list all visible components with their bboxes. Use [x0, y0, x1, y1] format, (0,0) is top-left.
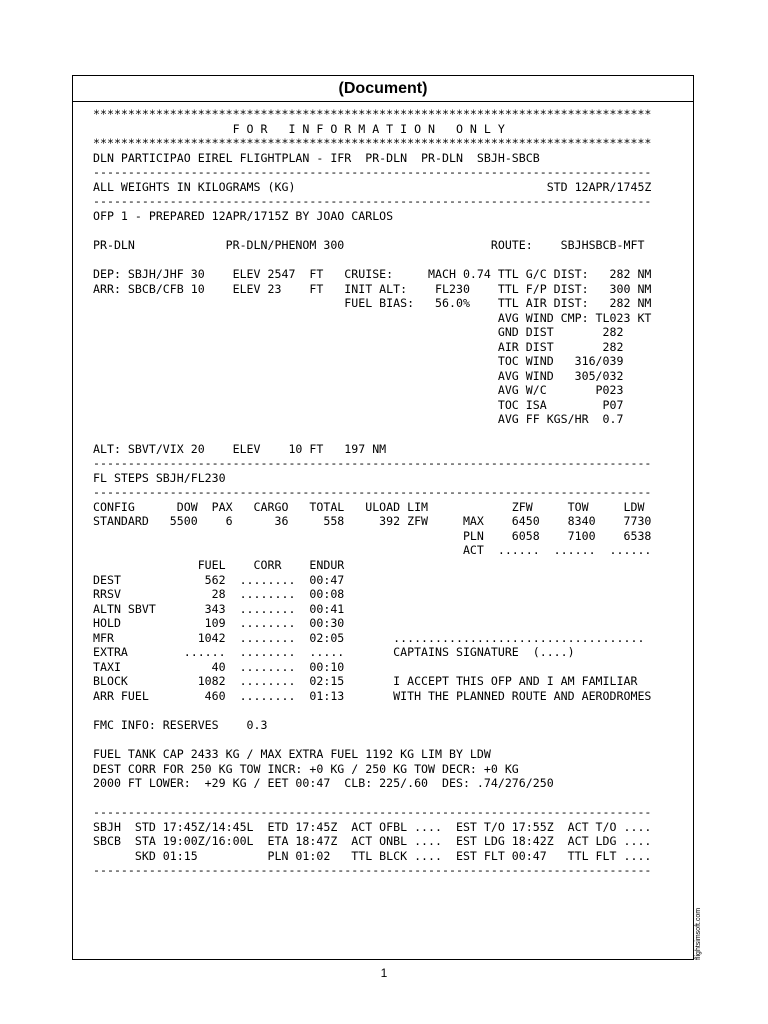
ofp-line: SBJH STD 17:45Z/14:45L ETD 17:45Z ACT OFBL .... EST T/O 17:55Z ACT T/O ....: [93, 819, 652, 834]
ofp-line: AVG W/C P023: [93, 383, 624, 398]
ofp-line: DLN PARTICIPAO EIREL FLIGHTPLAN - IFR PR-DLN PR-DLN SBJH-SBCB: [93, 150, 540, 165]
ofp-line: ********************************************************************************: [93, 136, 652, 151]
ofp-line: SBCB STA 19:00Z/16:00L ETA 18:47Z ACT ONBL .... EST LDG 18:42Z ACT LDG ....: [93, 834, 652, 849]
ofp-line: [93, 223, 675, 238]
ofp-line: PLN 6058 7100 6538: [93, 528, 652, 543]
ofp-line: ********************************************************************************: [93, 107, 652, 121]
document-frame: [72, 75, 694, 960]
ofp-line: FMC INFO: RESERVES 0.3: [93, 717, 268, 732]
ofp-line: ARR: SBCB/CFB 10 ELEV 23 FT INIT ALT: FL230 TTL F/P DIST: 300 NM: [93, 281, 652, 296]
ofp-line: RRSV 28 ........ 00:08: [93, 587, 345, 602]
ofp-line: F O R I N F O R M A T I O N O N L Y: [93, 121, 505, 136]
ofp-line: HOLD 109 ........ 00:30: [93, 616, 345, 631]
ofp-line: GND DIST 282: [93, 325, 624, 340]
ofp-line: DEP: SBJH/JHF 30 ELEV 2547 FT CRUISE: MACH 0.74 TTL G/C DIST: 282 NM: [93, 267, 652, 282]
ofp-line: AVG WIND CMP: TL023 KT: [93, 310, 652, 325]
ofp-line: TOC WIND 316/039: [93, 354, 624, 369]
watermark-text: flightsimsoft.com: [695, 907, 702, 960]
ofp-line: --------------------------------------------------------------------------------: [93, 165, 652, 180]
page-number: 1: [380, 966, 388, 980]
ofp-line: FUEL CORR ENDUR: [93, 557, 345, 572]
ofp-line: --------------------------------------------------------------------------------: [93, 485, 652, 500]
ofp-line: MFR 1042 ........ 02:05 ....................................: [93, 630, 645, 645]
ofp-line: DEST CORR FOR 250 KG TOW INCR: +0 KG / 250 KG TOW DECR: +0 KG: [93, 761, 519, 776]
ofp-line: BLOCK 1082 ........ 02:15 I ACCEPT THIS OFP AND I AM FAMILIAR: [93, 674, 638, 689]
ofp-line: [93, 703, 675, 718]
ofp-line: ALT: SBVT/VIX 20 ELEV 10 FT 197 NM: [93, 441, 387, 456]
ofp-line: DEST 562 ........ 00:47: [93, 572, 345, 587]
ofp-line: AIR DIST 282: [93, 339, 624, 354]
ofp-line: EXTRA ...... ........ ..... CAPTAINS SIGNATURE (....): [93, 645, 575, 660]
ofp-line: ARR FUEL 460 ........ 01:13 WITH THE PLANNED ROUTE AND AERODROMES: [93, 688, 652, 703]
ofp-line: OFP 1 - PREPARED 12APR/1715Z BY JOAO CARLOS: [93, 208, 394, 223]
ofp-line: --------------------------------------------------------------------------------: [93, 863, 652, 878]
ofp-line: FL STEPS SBJH/FL230: [93, 470, 226, 485]
ofp-line: --------------------------------------------------------------------------------: [93, 805, 652, 820]
ofp-line: FUEL TANK CAP 2433 KG / MAX EXTRA FUEL 1192 KG LIM BY LDW: [93, 747, 491, 762]
ofp-line: [93, 252, 675, 267]
ofp-line: TAXI 40 ........ 00:10: [93, 659, 345, 674]
ofp-line: ACT ...... ...... ......: [93, 543, 652, 558]
ofp-line: AVG FF KGS/HR 0.7: [93, 412, 624, 427]
document-title: (Document): [73, 76, 693, 102]
flight-plan-text: [93, 107, 675, 878]
ofp-line: ALL WEIGHTS IN KILOGRAMS (KG) STD 12APR/1745Z: [93, 179, 652, 194]
ofp-line: --------------------------------------------------------------------------------: [93, 456, 652, 471]
ofp-line: CONFIG DOW PAX CARGO TOTAL ULOAD LIM ZFW TOW LDW: [93, 499, 645, 514]
ofp-line: SKD 01:15 PLN 01:02 TTL BLCK .... EST FLT 00:47 TTL FLT ....: [93, 848, 652, 863]
ofp-line: STANDARD 5500 6 36 558 392 ZFW MAX 6450 8340 7730: [93, 514, 652, 529]
ofp-line: TOC ISA P07: [93, 397, 624, 412]
ofp-line: ALTN SBVT 343 ........ 00:41: [93, 601, 345, 616]
ofp-line: [93, 427, 675, 442]
ofp-line: --------------------------------------------------------------------------------: [93, 194, 652, 209]
ofp-line: [93, 733, 675, 748]
ofp-line: FUEL BIAS: 56.0% TTL AIR DIST: 282 NM: [93, 296, 652, 311]
ofp-line: [93, 791, 675, 806]
ofp-line: AVG WIND 305/032: [93, 368, 624, 383]
ofp-line: PR-DLN PR-DLN/PHENOM 300 ROUTE: SBJHSBCB-MFT: [93, 237, 645, 252]
ofp-line: 2000 FT LOWER: +29 KG / EET 00:47 CLB: 225/.60 DES: .74/276/250: [93, 776, 554, 791]
